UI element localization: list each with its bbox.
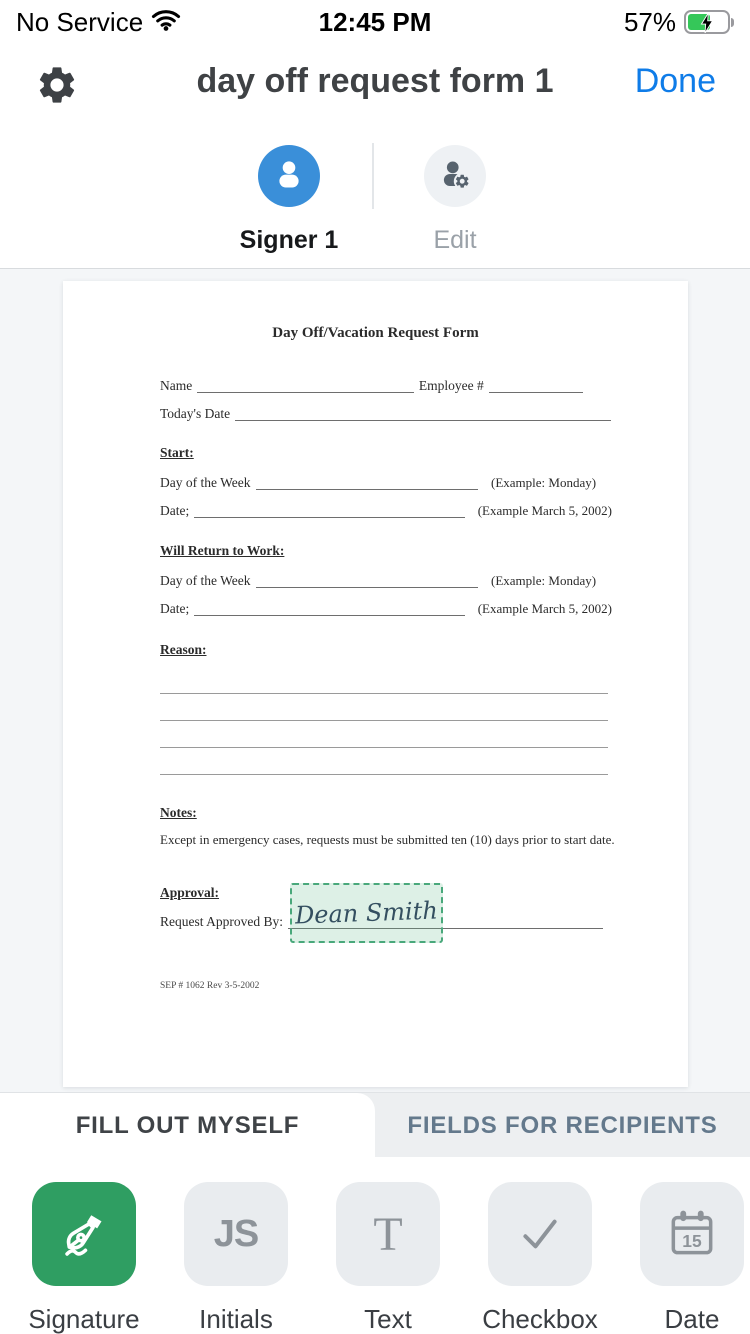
checkmark-icon[interactable] [488, 1182, 592, 1286]
person-gear-icon [437, 156, 473, 197]
employee-number-label: Employee # [418, 378, 484, 393]
day-of-week-label: Day of the Week [160, 573, 251, 588]
svg-text:15: 15 [682, 1230, 702, 1251]
example-day-text: (Example: Monday) [491, 475, 597, 490]
reason-heading: Reason: [160, 642, 207, 657]
blank-line [256, 478, 478, 490]
signature-tool[interactable] [8, 1182, 160, 1334]
status-bar [0, 0, 750, 44]
blank-line [194, 506, 464, 518]
form-title: Day Off/Vacation Request Form [272, 325, 479, 341]
example-day-text: (Example: Monday) [491, 573, 597, 588]
approved-by-label: Request Approved By: [160, 914, 283, 929]
header [0, 44, 750, 125]
start-day-row [160, 474, 612, 492]
divider [372, 143, 374, 209]
text-tool-label: Text [364, 1304, 412, 1334]
reason-line [160, 747, 608, 748]
calendar-icon[interactable] [640, 1182, 744, 1286]
signature-field[interactable] [290, 883, 443, 943]
form-doc-number: SEP # 1062 Rev 3-5-2002 [160, 981, 260, 991]
document-page[interactable] [63, 281, 688, 1087]
signer-switcher [0, 125, 750, 268]
document-viewer[interactable] [0, 268, 750, 1092]
date-tool-label: Date [664, 1304, 720, 1334]
signature-tool-label: Signature [28, 1304, 140, 1334]
todays-date-row [160, 405, 616, 423]
person-icon [271, 156, 307, 197]
name-label: Name [160, 378, 193, 393]
tab-fill-out-myself[interactable]: FILL OUT MYSELF [0, 1093, 375, 1158]
carrier-label: No Service [16, 6, 144, 37]
edit-signers-button[interactable] [424, 145, 486, 207]
return-day-row [160, 572, 612, 590]
return-heading: Will Return to Work: [160, 543, 285, 558]
name-row [160, 377, 588, 395]
start-heading: Start: [160, 445, 194, 460]
clock: 12:45 PM [318, 6, 432, 37]
signer-1-label[interactable]: Signer 1 [239, 226, 339, 254]
blank-line [256, 576, 478, 588]
notes-heading: Notes: [160, 805, 197, 820]
checkbox-tool-label: Checkbox [482, 1304, 598, 1334]
start-date-row [160, 502, 612, 520]
day-of-week-label: Day of the Week [160, 475, 251, 490]
battery-percent-label: 57% [623, 6, 676, 37]
date-label: Date; [160, 503, 190, 518]
edit-label[interactable]: Edit [433, 226, 477, 254]
initials-js-icon[interactable]: JS [184, 1182, 288, 1286]
blank-line [194, 604, 464, 616]
todays-date-label: Today's Date [160, 406, 231, 421]
reason-line [160, 693, 608, 694]
signer-1-avatar[interactable] [258, 145, 320, 207]
example-date-text: (Example March 5, 2002) [477, 503, 612, 518]
initials-tool-label: Initials [199, 1304, 273, 1334]
checkbox-tool[interactable] [464, 1182, 616, 1334]
blank-line [489, 381, 583, 393]
reason-line [160, 774, 608, 775]
done-button[interactable]: Done [634, 62, 716, 100]
tab-fields-for-recipients[interactable]: FIELDS FOR RECIPIENTS [407, 1111, 718, 1139]
blank-line [197, 381, 414, 393]
reason-line [160, 720, 608, 721]
example-date-text: (Example March 5, 2002) [477, 601, 612, 616]
approval-heading: Approval: [160, 885, 220, 900]
text-tool[interactable] [312, 1182, 464, 1334]
date-label: Date; [160, 601, 190, 616]
initials-tool[interactable] [160, 1182, 312, 1334]
blank-line [235, 409, 611, 421]
page-title: day off request form 1 [196, 62, 554, 100]
notes-text: Except in emergency cases, requests must be submitted ten (10) days prior to start date. [160, 832, 615, 847]
field-tabs [0, 1092, 750, 1157]
signature-pen-icon[interactable] [32, 1182, 136, 1286]
signature-value: Dean Smith [294, 896, 439, 930]
return-date-row [160, 600, 612, 618]
date-tool[interactable] [616, 1182, 750, 1334]
field-toolbar [0, 1157, 750, 1334]
battery-charging-icon [684, 10, 734, 34]
text-serif-icon[interactable]: T [336, 1182, 440, 1286]
